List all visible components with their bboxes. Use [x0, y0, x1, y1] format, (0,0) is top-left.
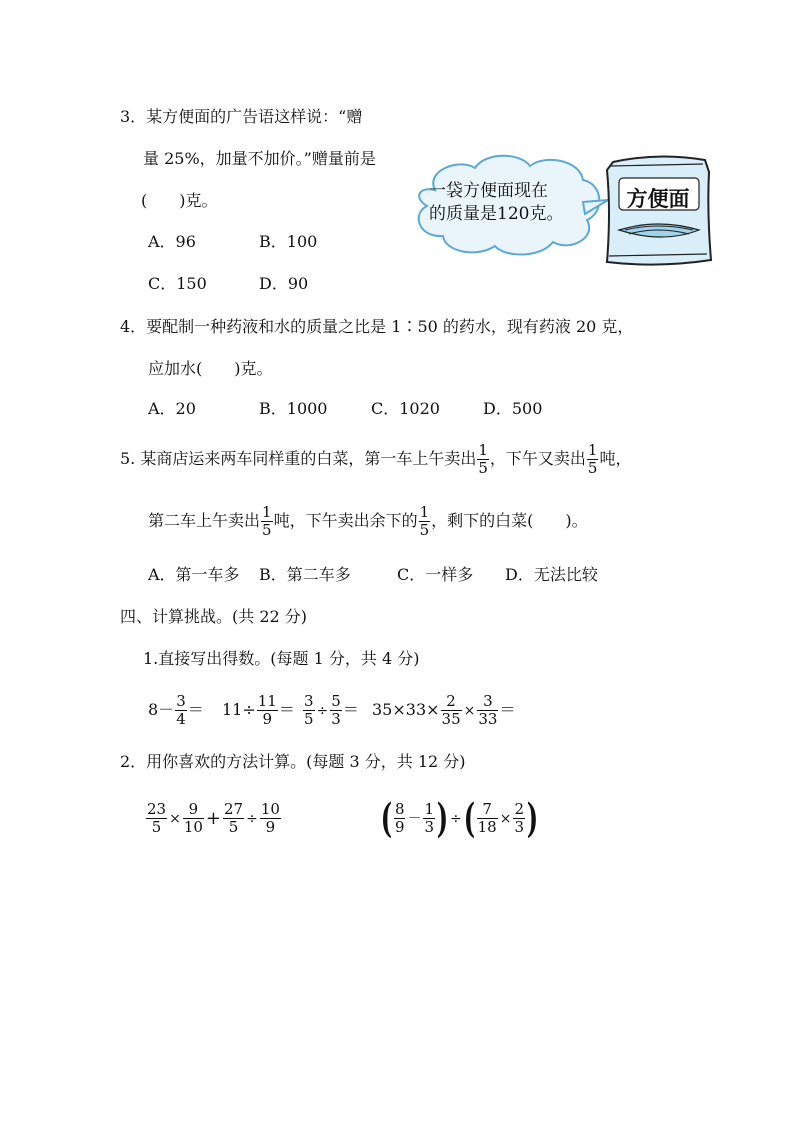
- fraction: $\frac{3}{33}$: [478, 692, 498, 728]
- q3-line3: ( )克。: [141, 191, 218, 210]
- fraction: $\frac{2}{3}$: [514, 800, 525, 836]
- fraction: $\frac{1}{5}$: [478, 441, 488, 477]
- q5-text-d: 第二车上午卖出: [148, 511, 261, 530]
- fraction: $\frac{3}{5}$: [304, 692, 314, 728]
- calc1-expr2: 11÷ $\frac{11}{9}$ ＝: [222, 692, 295, 728]
- q5-option-a[interactable]: A．第一车多: [148, 565, 240, 584]
- section4-title: 四、计算挑战。(共 22 分): [120, 607, 308, 626]
- calc2-expr1: $\frac{23}{5}$ × $\frac{9}{10}$ + $\frac{27}{5}$ ÷ $\frac{10}{9}$: [147, 800, 280, 836]
- q5-line2: [148, 504, 588, 539]
- fraction: $\frac{3}{4}$: [176, 692, 186, 728]
- q5-text-a: 5. 某商店运来两车同样重的白菜，第一车上午卖出: [120, 449, 477, 468]
- q5-option-c[interactable]: C．一样多: [397, 565, 474, 584]
- q3-option-a[interactable]: A．96: [148, 232, 196, 251]
- q3-option-b[interactable]: B．100: [259, 232, 318, 251]
- q5-option-d[interactable]: D．无法比较: [505, 565, 598, 584]
- calc1-expr4: 35×33× $\frac{2}{35}$ × $\frac{3}{33}$ ＝: [372, 692, 516, 728]
- part1-title: 1.直接写出得数。(每题 1 分，共 4 分): [143, 649, 420, 668]
- fraction: $\frac{1}{5}$: [262, 503, 272, 539]
- q3-line1: 3．某方便面的广告语这样说：“赠: [120, 107, 363, 126]
- q5-line1: [120, 442, 631, 477]
- fraction: $\frac{7}{18}$: [477, 800, 497, 836]
- calc1-expr1: 8－ $\frac{3}{4}$ ＝: [148, 692, 204, 728]
- q3-option-c[interactable]: C．150: [148, 274, 207, 293]
- fraction: $\frac{11}{9}$: [257, 692, 277, 728]
- fraction: $\frac{23}{5}$: [147, 800, 167, 836]
- q3-line2: 量 25%，加量不加价。”赠量前是: [143, 149, 376, 168]
- q5-text-f: ，剩下的白菜( )。: [431, 511, 588, 530]
- q3-option-d[interactable]: D．90: [259, 274, 309, 293]
- bubble-line2: 的质量是120克。: [429, 204, 564, 224]
- part2-title: 2．用你喜欢的方法计算。(每题 3 分，共 12 分): [120, 752, 466, 771]
- q4-line2: 应加水( )克。: [148, 359, 273, 378]
- fraction: $\frac{10}{9}$: [260, 800, 280, 836]
- q5-option-b[interactable]: B．第二车多: [259, 565, 351, 584]
- q5-text-c: 吨，: [599, 449, 632, 468]
- bag-label: 方便面: [626, 187, 690, 211]
- fraction: $\frac{1}{5}$: [419, 503, 430, 539]
- calc2-expr2: ( $\frac{8}{9}$ － $\frac{1}{3}$ ) ÷( $\frac{7}{18}$ × $\frac{2}{3}$ ): [380, 794, 539, 842]
- calc1-expr3: $\frac{3}{5}$ ÷ $\frac{5}{3}$ ＝: [304, 692, 359, 728]
- fraction: $\frac{27}{5}$: [224, 800, 244, 836]
- fraction: $\frac{5}{3}$: [331, 692, 341, 728]
- q4-option-a[interactable]: A．20: [148, 399, 196, 418]
- q4-option-b[interactable]: B．1000: [259, 399, 328, 418]
- fraction: $\frac{9}{10}$: [183, 800, 203, 836]
- q5-text-e: 吨，下午卖出余下的: [273, 511, 418, 530]
- bubble-line1: 一袋方便面现在: [429, 181, 548, 201]
- q4-option-c[interactable]: C．1020: [371, 399, 440, 418]
- q4-option-d[interactable]: D．500: [483, 399, 543, 418]
- fraction: $\frac{2}{35}$: [441, 692, 461, 728]
- fraction: $\frac{1}{5}$: [587, 441, 598, 477]
- q4-line1: 4．要配制一种药液和水的质量之比是 1∶50 的药水，现有药液 20 克，: [120, 317, 634, 336]
- q5-text-b: ，下午又卖出: [489, 449, 586, 468]
- fraction: $\frac{8}{9}$: [394, 800, 405, 836]
- fraction: $\frac{1}{3}$: [424, 800, 435, 836]
